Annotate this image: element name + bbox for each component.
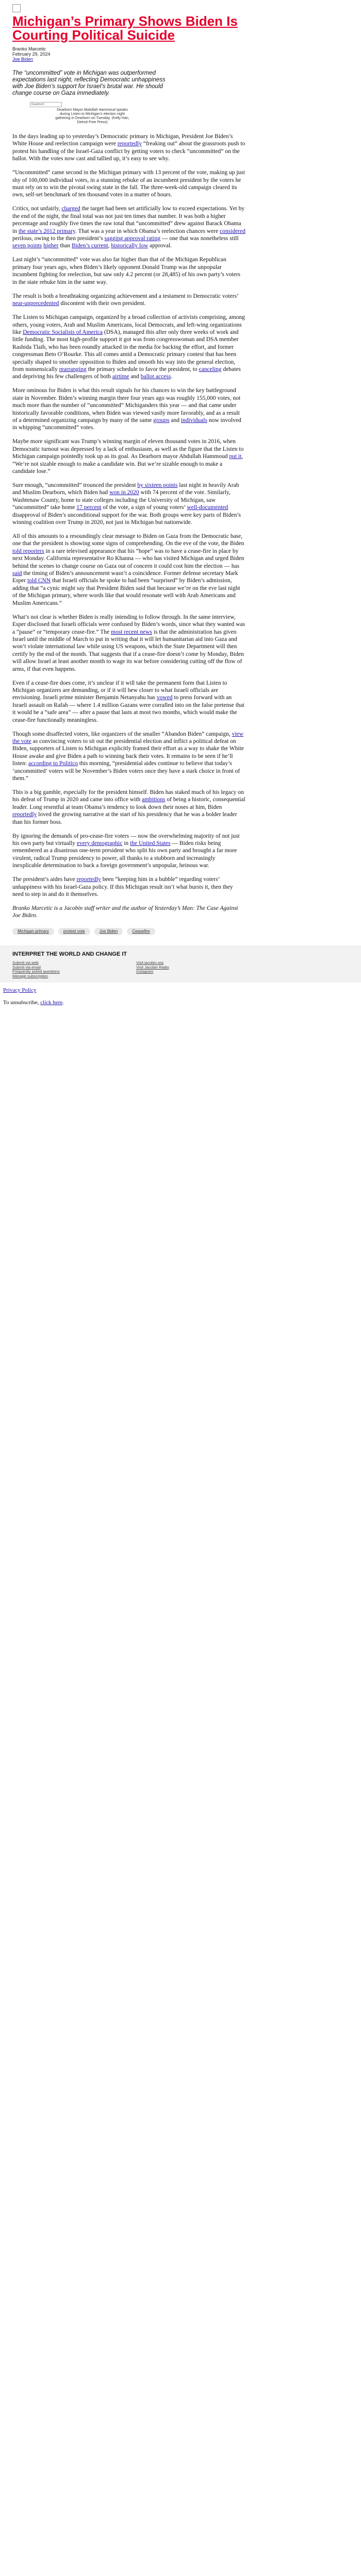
hero-image — [30, 102, 62, 107]
footer-link[interactable]: Instagram — [136, 969, 154, 974]
footer-column-submit — [12, 961, 136, 978]
footer-column-visit — [136, 961, 260, 978]
paragraph-text: the primary schedule to favor the president, to — [86, 366, 199, 372]
inline-link[interactable]: told reporters — [12, 548, 44, 554]
paragraph-text: This is a big gamble, especially for the president himself. Biden has staked much of his legacy on his defeat of Trump in 2020 and came into office with — [12, 789, 244, 803]
article-paragraph — [12, 876, 245, 898]
inline-link[interactable]: Biden’s current — [72, 243, 108, 249]
tag-pill[interactable]: Michigan primary — [12, 928, 54, 935]
footer-link[interactable]: Submit via web — [12, 960, 39, 965]
paragraph-text: More ominous for Biden is what this result signals for his chances to win the key battleground state in November. Biden’s winning margin there four years ago was roughly 155,000 votes, not much more than the number of “uncommitted” Michiganders this year — and that came under historically favorable conditions, when Biden was viewed vastly more favorably, and as a result of a determined organizing campaign by many of the same — [12, 387, 241, 423]
article-paragraph — [12, 731, 245, 783]
inline-link[interactable]: 17 percent — [76, 504, 102, 511]
inline-link[interactable]: vowed — [156, 694, 173, 701]
unsubscribe-link[interactable]: click here — [40, 999, 63, 1006]
article-body — [12, 133, 245, 898]
privacy-policy-link[interactable]: Privacy Policy — [3, 987, 37, 994]
inline-link[interactable]: groups — [153, 417, 170, 423]
article — [0, 4, 245, 938]
paragraph-text: “Uncommitted” came second in the Michigan primary with 13 percent of the vote, making up just shy of 100,000 individual votes, in a stunning rebuke of an incumbent president by the voters he must rely on to win the pivotal swing state in the fall. The three-week-old campaign cleared its own, self-set benchmark of ten thousand votes in a matter of hours. — [12, 170, 245, 198]
footer-link[interactable]: Frequently asked questions — [12, 969, 60, 974]
paragraph-text: — Biden risks being remembered as a disastrous one-term president who split his own party and brought a far more virulent, radical Trump presidency to power, all thanks to a stubborn and increasingly inexplicable determination to back a foreign government’s unpopular, heinous war. — [12, 840, 237, 869]
paragraph-text: , “We’re not sizable enough to make a candidate win. But we’re sizable enough to make a candidate lose.” — [12, 453, 243, 474]
paragraph-text: that Israeli officials he spoke to had been “surprised” by Biden’s admission, adding that “a cynic might say that President Biden said that because we’re on the eve last night of the Michigan primary, where words like that would resonate well with Arab Americans and Muslim Americans.” — [12, 578, 240, 606]
footer-link[interactable]: Visit jacobin.org — [136, 960, 163, 965]
inline-link[interactable]: higher — [43, 243, 59, 249]
article-paragraph — [12, 614, 245, 673]
article-paragraph — [12, 482, 245, 526]
inline-link[interactable]: individuals — [180, 417, 207, 423]
paragraph-text: — one that was nonetheless still — [160, 235, 239, 242]
article-paragraph — [12, 133, 245, 163]
paragraph-text: By ignoring the demands of pro-cease-fire voters — now the overwhelming majority of not just his own party but virtually — [12, 833, 240, 847]
hero-figure — [12, 102, 175, 125]
paragraph-text: Maybe more significant was Trump’s winning margin of eleven thousand votes in 2016, when Democratic turnout was depressed by a lack of enthusiasm, as well as the figure that the Listen to Michigan campaign pointedly took up as its goal. As Dearborn mayor Abdullah Hammoud — [12, 438, 244, 460]
inline-link[interactable]: the United States — [130, 840, 171, 847]
paragraph-text: perilous, owing to the then president’s — [12, 235, 105, 242]
inline-link[interactable]: seven points — [12, 243, 42, 249]
article-paragraph — [12, 293, 245, 308]
inline-link[interactable]: rearranging — [59, 366, 87, 372]
article-paragraph — [12, 205, 245, 249]
article-paragraph — [12, 533, 245, 607]
article-paragraph — [12, 438, 245, 475]
paragraph-text: the timing of Biden’s announcement wasn’t a coincidence. Former defense secretary Mark Esper — [12, 570, 238, 584]
paragraph-text: the target had been set artificially low to exceed expectations. Yet by the end of the night, the final total was not just ten times that number. It was both a higher percentage and roughly five times the raw total that “uncommitted” drew against Barack Obama in — [12, 206, 245, 234]
inline-link[interactable]: every demographic — [76, 840, 123, 847]
paragraph-text: Last night’s “uncommitted” vote was also far higher than that of the Michigan Republican primary four years ago, when Biden’s likely opponent Donald Trump was the unpopular incumbent fighting for reelection, but saw only 4.2 percent (or 28,485) of his own party’s voters in the state rebuke him in the same way. — [12, 257, 241, 285]
unsubscribe-prefix: To unsubscribe, — [3, 999, 41, 1006]
inline-link[interactable]: Democratic Socialists of America — [23, 329, 103, 335]
paragraph-text: in a rare televised appearance that his “hope” was to have a cease-fire in place by next Monday. California representative Ro Khanna — who has visited Michigan and urged Biden behind the scenes to change course on Gaza out of concern it could cost him the election — has — [12, 548, 244, 569]
paragraph-text: , — [108, 243, 111, 249]
inline-link[interactable]: sagging approval rating — [104, 235, 161, 242]
inline-link[interactable]: most recent news — [111, 629, 152, 635]
hero-image-alt: Dearborn — [31, 103, 45, 106]
paragraph-text: and — [169, 417, 181, 423]
inline-link[interactable]: told CNN — [27, 578, 51, 584]
inline-link[interactable]: reportedly — [76, 876, 101, 883]
inline-link[interactable]: charged — [61, 206, 80, 212]
inline-link[interactable]: by sixteen points — [137, 482, 178, 488]
paragraph-text: and — [129, 374, 141, 380]
paragraph-text: discontent with their own president. — [59, 300, 146, 307]
paragraph-text: disapproval of Biden’s unconditional support for the war. Both groups were key parts of Biden’s winning coalition over Trump in 2020, not just in Michigan but nationwide. — [12, 512, 241, 526]
article-paragraph — [12, 256, 245, 286]
paragraph-text: In the days leading up to yesterday’s Democratic primary in Michigan, President Joe Biden’s White House and reelection campaign were — [12, 133, 233, 147]
inline-link[interactable]: historically low — [111, 243, 149, 249]
inline-link[interactable]: the state’s 2012 primary — [18, 228, 75, 234]
article-paragraph — [12, 169, 245, 199]
paragraph-text: as convincing voters to sit out the presidential election and inflict a political defeat on Biden, supporters of Listen to Michigan explicitly framed their effort as a way to shake the White House awake and give Biden a path to winning back their votes. It remains to be seen if he’ll listen: — [12, 738, 244, 767]
paragraph-text: loved the growing narrative at the start of his presidency that he was a bolder leader than his former boss. — [12, 811, 237, 825]
paragraph-text: The result is both a breathtaking organizing achievement and a testament to Democratic voters’ — [12, 293, 239, 299]
inline-link[interactable]: ballot access — [140, 374, 171, 380]
article-paragraph — [12, 680, 245, 724]
footer-link[interactable]: Manage subscription — [12, 973, 48, 978]
article-paragraph — [12, 314, 245, 381]
hero-caption: Dearborn Mayor Abdullah Hammoud speaks during Listen to Michigan’s election night gathering in Dearborn on Tuesday. (Kelly Han, Detroit Free Press) — [55, 108, 129, 124]
paragraph-text: “freaking out” about the grassroots push to protest his handling of the Israel-Gaza conflict by getting voters to check “uncommitted” on the ballot. With the votes now cast and tallied up, it’s easy to see why. — [12, 141, 245, 162]
paragraph-text: Critics, not unfairly, — [12, 206, 62, 212]
footer-link[interactable]: Submit via email — [12, 964, 41, 970]
paragraph-text: been “keeping him in a bubble” regarding voters’ unhappiness with his Israel-Gaza policy. If this Michigan result isn’t what bursts it, then they need to step in and do it themselves. — [12, 876, 233, 898]
author: Branko Marcetic — [12, 46, 46, 52]
paragraph-text: approval. — [148, 243, 172, 249]
paragraph-text: of the vote, a sign of young voters’ — [101, 504, 187, 511]
paragraph-text: of being a historic, consequential leader. Long resentful at team Obama’s tendency to look down their noses at him, Biden — [12, 796, 245, 810]
inline-link[interactable]: ambitions — [142, 796, 166, 803]
inline-link[interactable]: reportedly — [12, 811, 37, 818]
article-paragraph — [12, 789, 245, 826]
inline-link[interactable]: airtime — [112, 374, 129, 380]
inline-link[interactable]: reportedly — [117, 141, 142, 147]
inline-link[interactable]: view the vote — [12, 731, 243, 744]
paragraph-text: What’s not clear is whether Biden is really intending to follow through. In the same interview, Esper disclosed that Israeli officials were confused by Biden’s words, since what they wanted was a “pause” or “temporary cease-fire.” The — [12, 614, 245, 635]
section-link[interactable]: Joe Biden — [12, 57, 34, 62]
bottom-links — [0, 982, 361, 1006]
article-paragraph — [12, 387, 245, 431]
paragraph-text: . — [171, 374, 173, 380]
inline-link[interactable]: near-unprecedented — [12, 300, 59, 307]
paragraph-text: The president’s aides have — [12, 876, 77, 883]
paragraph-text: The Listen to Michigan campaign, organized by a broad collection of activists comprising, among others, young voters, Arab and Muslim Americans, local Democrats, and left-wing organizations like — [12, 314, 245, 335]
footer — [0, 945, 361, 982]
paragraph-text: Even if a cease-fire does come, it’s unclear if it will take the permanent form that Listen to Michigan organizers are demanding, or if it will hew closer to what Israeli officials are envisioning. Israeli prime minister Benjamin Netanyahu has — [12, 680, 227, 701]
date: February 29, 2024 — [12, 52, 51, 57]
tag-pill[interactable]: Ceasefire — [127, 928, 155, 935]
paragraph-text: . That was a year in which Obama’s reelection chances were — [75, 228, 220, 234]
paragraph-text: Though some disaffected voters, like organizers of the smaller “Abandon Biden” campaign, — [12, 731, 232, 737]
footer-link[interactable]: Visit Jacobin Radio — [136, 964, 169, 970]
paragraph-text: than — [58, 243, 72, 249]
tag-pill[interactable]: Joe Biden — [94, 928, 123, 935]
tag-list — [12, 926, 245, 938]
tag-pill[interactable]: protest vote — [58, 928, 90, 935]
inline-link[interactable]: won in 2020 — [109, 489, 139, 496]
inline-link[interactable]: put it — [229, 453, 242, 460]
inline-link[interactable]: said — [12, 570, 22, 577]
article-dek: The “uncommitted” vote in Michigan was outperformed expectations last night, reflecting Democratic unhappiness with Joe Biden’s support for Israel’s brutal war. He should change course on Gaza immediately. — [12, 70, 166, 96]
unsubscribe-suffix: . — [62, 999, 64, 1006]
footer-title: INTERPRET THE WORLD AND CHANGE IT — [12, 951, 127, 958]
inline-link[interactable]: well-documented — [187, 504, 228, 511]
author-signoff: Branko Marcetic is a Jacobin staff writer and the author of Yesterday’s Man: The Case Against Joe Biden. — [12, 905, 238, 919]
headline-link[interactable]: Michigan’s Primary Shows Biden Is Courting Political Suicide — [12, 13, 238, 43]
paragraph-text: to press forward with an Israeli assault on Rafah — where 1.4 million Gazans were corralled into on the false pretense that it would be a “safe area” — after a pause that lasts at most two months, which would make the cease-fire functionally meaningless. — [12, 694, 244, 723]
paragraph-text: debates and depriving his few challengers of both — [12, 366, 241, 380]
paragraph-text: All of this amounts to a resoundingly clear message to Biden on Gaza from the Democratic base, one that the president is showing some signs of comprehending. On the eve of the vote, the Biden — [12, 533, 244, 547]
paragraph-text: is that the administration has given Israel until the middle of March to put in writing that it will let humanitarian aid into Gaza and won’t violate international law while using US weapons, which the State Department will then certify by the end of the month. That suggests that if a cease-fire doesn’t come by Monday, Biden will allow Israel at least another month to wage its war before considering cutting off the flow of arms, if that even happens. — [12, 629, 244, 672]
paragraph-text: last night in heavily Arab and Muslim Dearborn, which Biden had — [12, 482, 239, 496]
paragraph-text: (DSA), managed this after only three weeks of work and little funding. The most high-profile support it got was from congresswoman and DSA member Rashida Tlaib, who has been roundly attacked in the media for backing the effort, and former congressman Beto O’Rourke. This all comes amid a Democratic primary contest that has been specially shaped to smother opposition to Biden and smooth his way into the general election, from nonsensically — [12, 329, 239, 372]
logo-placeholder — [12, 4, 21, 12]
paragraph-text: in — [122, 840, 130, 847]
paragraph-text: with 74 percent of the vote. Similarly, Washtenaw County, home to state colleges including the University of Michigan, saw “uncommitted” take home — [12, 489, 231, 511]
inline-link[interactable]: according to Politico — [28, 760, 78, 767]
paragraph-text: this morning, “presidential aides continue to believe that today’s ‘uncommitted’ voters will be November’s Biden voters once they have a stark choice in front of them.” — [12, 760, 240, 782]
article-paragraph — [12, 833, 245, 870]
inline-link[interactable]: canceling — [199, 366, 222, 372]
paragraph-text: Sure enough, “uncommitted” trounced the president — [12, 482, 138, 488]
inline-link[interactable]: considered — [220, 228, 245, 234]
paragraph-text: now involved in whipping “uncommitted” votes. — [12, 417, 241, 431]
